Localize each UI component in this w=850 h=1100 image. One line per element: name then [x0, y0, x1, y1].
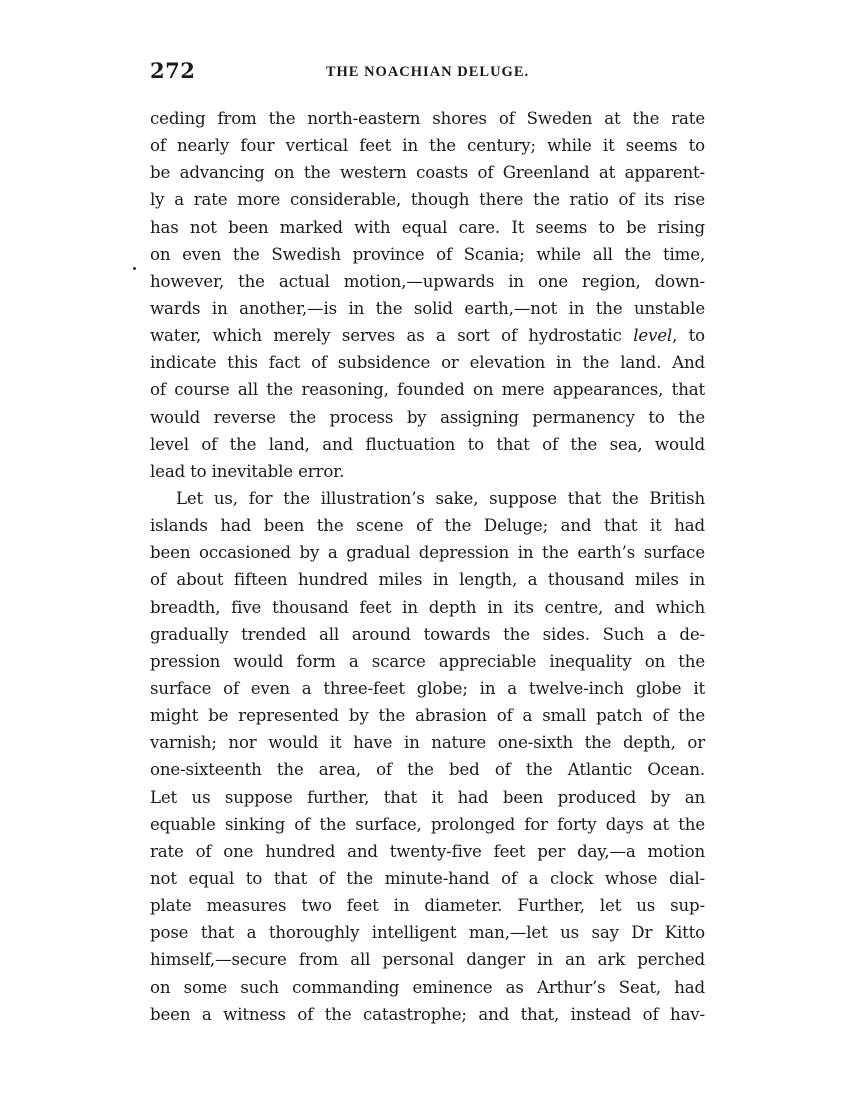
- text-line: water, which merely serves as a sort of hydrostatic level, to: [150, 326, 706, 346]
- text-line: surface of even a three-feet globe; in a twelve-inch globe it: [150, 678, 705, 698]
- text-line: equable sinking of the surface, prolonged for forty days at the: [150, 814, 705, 834]
- text-line: been occasioned by a gradual depression in the earth’s surface: [150, 543, 705, 563]
- text-line: of course all the reasoning, founded on mere appearances, that: [150, 380, 705, 400]
- body-text: [150, 105, 705, 1028]
- text-line: not equal to that of the minute-hand of a clock whose dial-: [150, 868, 705, 888]
- text-line: Let us, for the illustration’s sake, suppose that the British: [176, 488, 705, 508]
- text-line: has not been marked with equal care. It seems to be rising: [150, 217, 705, 237]
- text-line: pression would form a scarce appreciable inequality on the: [150, 651, 705, 671]
- text-line: himself,—secure from all personal danger in an ark perched: [150, 950, 705, 970]
- text-line: indicate this fact of subsidence or elevation in the land. And: [150, 353, 705, 373]
- margin-speck: [133, 267, 136, 270]
- text-line: ly a rate more considerable, though there the ratio of its rise: [150, 190, 705, 210]
- text-line: ceding from the north-eastern shores of Sweden at the rate: [150, 109, 705, 128]
- text-line: pose that a thoroughly intelligent man,—let us say Dr Kitto: [150, 923, 705, 943]
- text-line: level of the land, and fluctuation to that of the sea, would: [150, 434, 705, 454]
- page-number: 272: [150, 58, 196, 83]
- text-line: Let us suppose further, that it had been produced by an: [150, 787, 705, 807]
- paragraph-1: [150, 105, 705, 485]
- text-line: however, the actual motion,—upwards in one region, down-: [150, 271, 705, 291]
- running-head: THE NOACHIAN DELUGE.: [325, 64, 530, 80]
- page-header: [150, 58, 705, 88]
- text-line: might be represented by the abrasion of a small patch of the: [150, 706, 705, 726]
- text-line: of about fifteen hundred miles in length, a thousand miles in: [150, 570, 705, 590]
- text-line: gradually trended all around towards the sides. Such a de-: [150, 624, 705, 644]
- text-line: would reverse the process by assigning permanency to the: [150, 407, 705, 427]
- paragraph-2: [150, 485, 705, 1028]
- text-line: on some such commanding eminence as Arthur’s Seat, had: [150, 977, 705, 997]
- text-line: one-sixteenth the area, of the bed of the Atlantic Ocean.: [150, 760, 705, 780]
- text-line: be advancing on the western coasts of Greenland at apparent-: [150, 163, 705, 183]
- text-line: rate of one hundred and twenty-five feet per day,—a motion: [150, 841, 705, 861]
- text-line: of nearly four vertical feet in the century; while it seems to: [150, 136, 705, 156]
- text-line: plate measures two feet in diameter. Further, let us sup-: [150, 896, 705, 916]
- text-line: lead to inevitable error.: [150, 461, 345, 481]
- text-line: wards in another,—is in the solid earth,—not in the unstable: [150, 298, 705, 318]
- text-line: breadth, five thousand feet in depth in its centre, and which: [150, 597, 705, 617]
- text-line: islands had been the scene of the Deluge; and that it had: [150, 516, 705, 536]
- text-line: on even the Swedish province of Scania; while all the time,: [150, 244, 705, 264]
- text-line: varnish; nor would it have in nature one-sixth the depth, or: [150, 733, 705, 753]
- text-line: been a witness of the catastrophe; and that, instead of hav-: [150, 1004, 705, 1024]
